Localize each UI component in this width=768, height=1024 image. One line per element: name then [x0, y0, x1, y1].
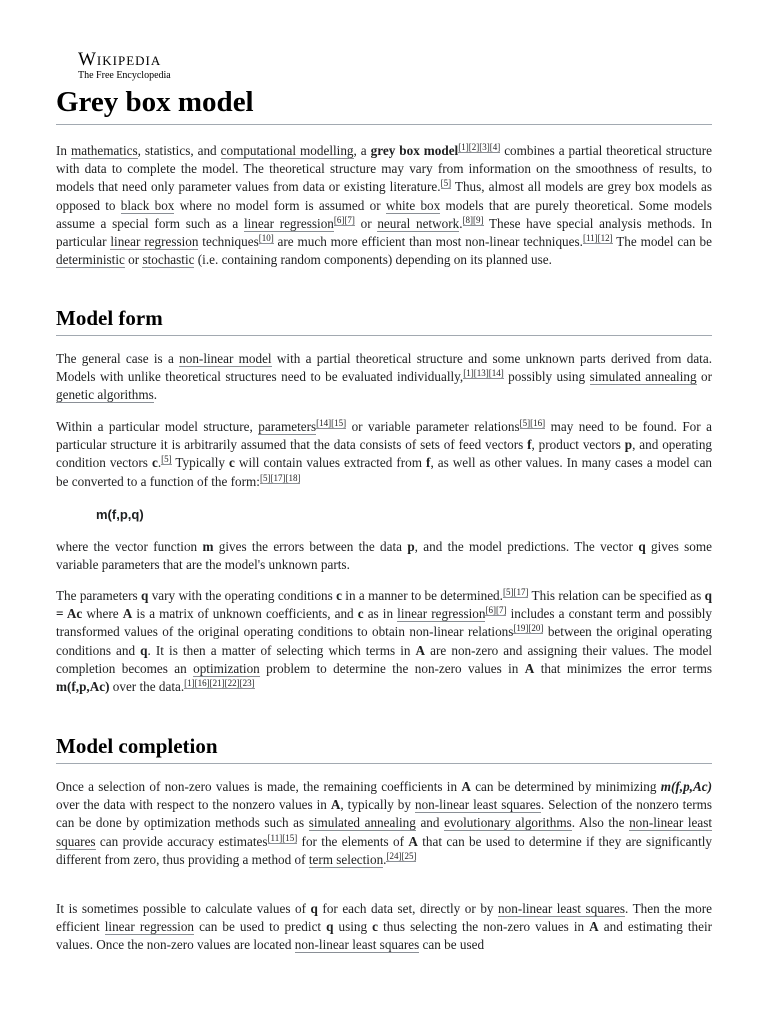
citation[interactable]: [1][13][14]: [463, 368, 504, 379]
citation[interactable]: [6][7]: [333, 214, 355, 225]
link-term-selection[interactable]: term selection: [308, 851, 384, 867]
model-completion-paragraph-2: It is sometimes possible to calculate values of q for each data set, directly or by non-linear least squares. Then the more efficient linear regression can be used to predict q using c thus selecting the non-zero values in A and estimating their values. Once the non-zero values are located non-linear least squares can be used: [56, 901, 713, 953]
citation[interactable]: [11][12]: [582, 233, 613, 244]
link-non-linear-least-squares[interactable]: non-linear least squares: [294, 937, 420, 953]
citation[interactable]: [11][15]: [267, 832, 298, 843]
citation[interactable]: [5][16]: [519, 418, 546, 428]
section-heading: Model form: [56, 303, 712, 336]
model-form-paragraph-1: The general case is a non-linear model with a partial theoretical structure and some unknown parts derived from data. Models with unlike theoretical structures need to be evaluated individually,[1][13][14] possibly using simulated annealing or genetic algorithms.: [56, 351, 712, 403]
link-neural-network[interactable]: neural network: [377, 215, 460, 231]
link-non-linear-least-squares[interactable]: non-linear least squares: [414, 797, 541, 813]
citation[interactable]: [5][17]: [502, 587, 529, 597]
link-genetic-algorithms[interactable]: genetic algorithms: [56, 387, 154, 403]
link-linear-regression[interactable]: linear regression: [110, 234, 199, 250]
intro-section: [56, 142, 712, 269]
link-optimization[interactable]: optimization: [193, 660, 260, 676]
citation[interactable]: [5][17][18]: [259, 472, 301, 483]
citation[interactable]: [5]: [440, 178, 452, 189]
citation[interactable]: [1][16][21][22][23]: [184, 678, 255, 689]
logo-tagline: The Free Encyclopedia: [78, 70, 171, 81]
section-model-completion: [56, 731, 712, 764]
link-non-linear-model[interactable]: non-linear model: [179, 351, 272, 366]
formula-text: m(f,p,q): [96, 507, 144, 522]
page-title: Grey box model: [56, 82, 712, 125]
citation[interactable]: [1][2][3][4]: [458, 142, 501, 152]
section-heading: Model completion: [56, 731, 712, 764]
link-white-box[interactable]: white box: [385, 197, 441, 213]
link-evolutionary-algorithms[interactable]: evolutionary algorithms: [444, 815, 572, 831]
link-parameters[interactable]: parameters: [258, 419, 317, 434]
link-mathematics[interactable]: mathematics: [70, 143, 138, 158]
link-simulated-annealing[interactable]: simulated annealing: [308, 815, 416, 831]
intro-paragraph: In mathematics, statistics, and computational modelling, a grey box model[1][2][3][4] combines a partial theoretical structure with data to complete the model. The theoretical structure may vary from information on the smoothness of results, to models that need only parameter values from data or existing literature.[5] Thus, almost all models are grey box models as opposed to black box where no model form is assumed or white box models that are purely theoretical. Some models assume a special form such as a linear regression[6][7] or neural network.[8][9] These have special analysis methods. In particular linear regression techniques[10] are much more efficient than most non-linear techniques.[11][12] The model can be deterministic or stochastic (i.e. containing random components) depending on its planned use.: [56, 142, 713, 268]
citation[interactable]: [24][25]: [386, 850, 417, 861]
link-linear-regression[interactable]: linear regression: [243, 215, 334, 231]
formula: [96, 506, 296, 524]
link-stochastic[interactable]: stochastic: [142, 252, 195, 268]
link-simulated-annealing[interactable]: simulated annealing: [589, 369, 697, 385]
link-deterministic[interactable]: deterministic: [56, 252, 125, 268]
model-form-paragraph-2: Within a particular model structure, parameters[14][15] or variable parameter relations[5][16] may need to be found. For a particular structure it is arbitrarily assumed that the data consists of sets of feed vectors f, product vectors p, and operating condition vectors c.[5] Typically c will contain values extracted from f, as well as other values. In many cases a model can be converted to a function of the form:[5][17][18]: [56, 418, 713, 489]
citation[interactable]: [8][9]: [462, 214, 484, 225]
link-non-linear-least-squares[interactable]: non-linear least squares: [498, 901, 626, 916]
logo-wordmark: Wikipedia: [78, 49, 162, 70]
link-black-box[interactable]: black box: [120, 197, 175, 213]
model-form-paragraph-3: where the vector function m gives the errors between the data p, and the model predictions. The vector q gives some variable parameters that are the model's unknown parts.: [56, 539, 712, 573]
link-linear-regression[interactable]: linear regression: [104, 919, 195, 935]
link-non-linear-least-squares[interactable]: non-linear least squares: [56, 815, 713, 849]
citation[interactable]: [10]: [258, 233, 274, 244]
citation[interactable]: [5]: [161, 454, 172, 465]
section-model-form: [56, 303, 712, 336]
citation[interactable]: [6][7]: [485, 605, 507, 616]
citation[interactable]: [14][15]: [316, 418, 347, 428]
citation[interactable]: [19][20]: [513, 623, 544, 634]
link-computational-modelling[interactable]: computational modelling: [220, 143, 354, 158]
wikipedia-logo[interactable]: [78, 50, 171, 82]
model-form-paragraph-4: The parameters q vary with the operating conditions c in a manner to be determined.[5][17] This relation can be specified as q = Ac where A is a matrix of unknown coefficients, and c as in linear regression[6][7] includes a constant term and possibly transformed values of the original operating conditions to obtain non-linear relations[19][20] between the original operating conditions and q. It is then a matter of selecting which terms in A are non-zero and assigning their values. The model completion becomes an optimization problem to determine the non-zero values in A that minimizes the error terms m(f,p,Ac) over the data.[1][16][21][22][23]: [56, 587, 713, 695]
model-completion-paragraph-1: Once a selection of non-zero values is made, the remaining coefficients in A can be determined by minimizing m(f,p,Ac) over the data with respect to the nonzero values in A, typically by non-linear least squares. Selection of the nonzero terms can be done by optimization methods such as simulated annealing and evolutionary algorithms. Also the non-linear least squares can provide accuracy estimates[11][15] for the elements of A that can be used to determine if they are significantly different from zero, thus providing a method of term selection.[24][25]: [56, 779, 713, 867]
link-linear-regression[interactable]: linear regression: [397, 606, 486, 622]
